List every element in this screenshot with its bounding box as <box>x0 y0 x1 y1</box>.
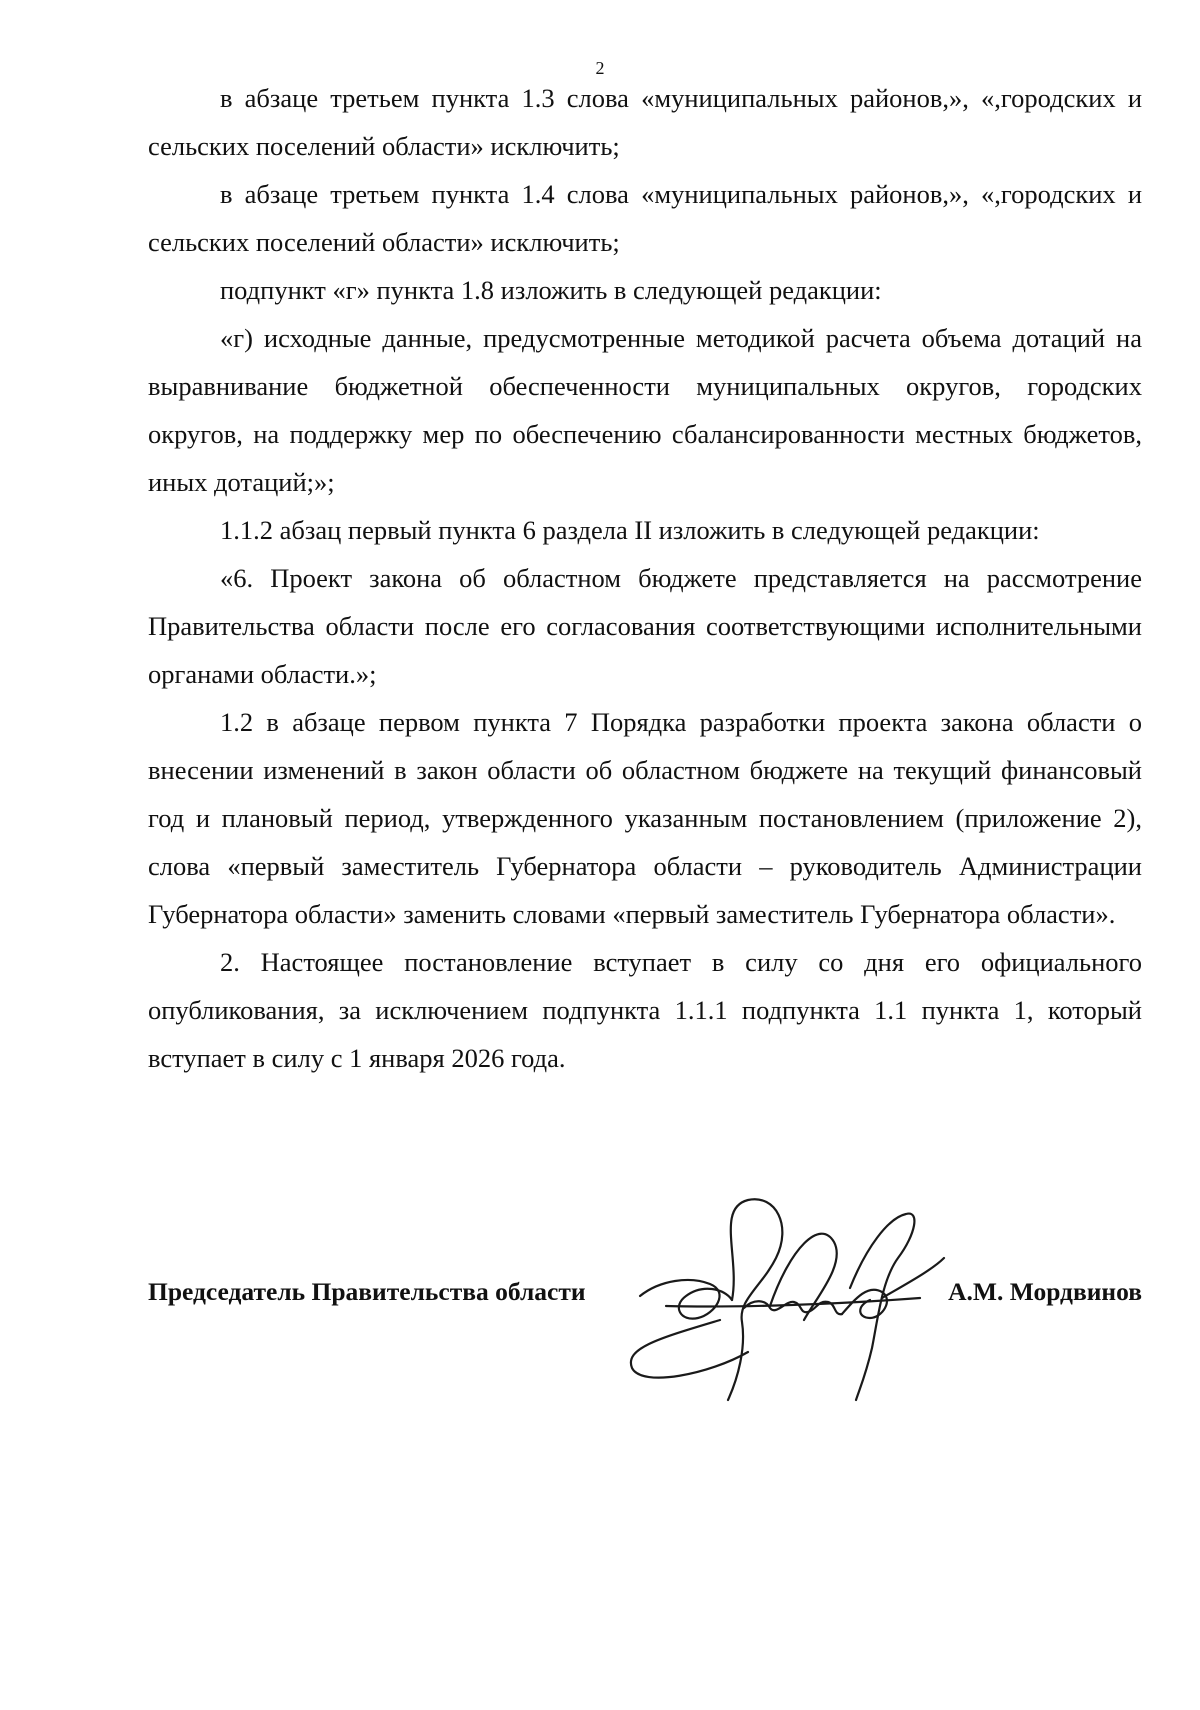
paragraph-5: 1.1.2 абзац первый пункта 6 раздела II изложить в следующей редакции: <box>220 515 1040 545</box>
handwritten-signature-icon <box>620 1188 950 1408</box>
paragraph-7: 1.2 в абзаце первом пункта 7 Порядка разработки проекта закона области о внесении изменений в закон области об областном бюджете на текущий финансовый год и плановый период, утвержденного указанным постановлением (приложение 2), слова «первый заместитель Губернатора области – руководитель Администрации Губернатора области» заменить словами «первый заместитель Губернатора области». <box>148 707 1142 929</box>
paragraph-1: в абзаце третьем пункта 1.3 слова «муниципальных районов,», «,городских и сельских поселений области» исключить; <box>148 83 1142 161</box>
signer-name: А.М. Мордвинов <box>948 1277 1142 1306</box>
paragraph-4: «г) исходные данные, предусмотренные методикой расчета объема дотаций на выравнивание бюджетной обеспеченности муниципальных округов, городских округов, на поддержку мер по обеспечению сбалансированности местных бюджетов, иных дотаций;»; <box>148 323 1142 497</box>
paragraph-2: в абзаце третьем пункта 1.4 слова «муниципальных районов,», «,городских и сельских поселений области» исключить; <box>148 179 1142 257</box>
page-number: 2 <box>595 58 605 78</box>
paragraph-6: «6. Проект закона об областном бюджете представляется на рассмотрение Правительства области после его согласования соответствующими исполнительными органами области.»; <box>148 563 1142 689</box>
paragraph-3: подпункт «г» пункта 1.8 изложить в следующей редакции: <box>220 275 882 305</box>
signer-position: Председатель Правительства области <box>148 1277 586 1306</box>
paragraph-8: 2. Настоящее постановление вступает в силу со дня его официального опубликования, за исключением подпункта 1.1.1 подпункта 1.1 пункта 1, который вступает в силу с 1 января 2026 года. <box>148 947 1142 1073</box>
document-body <box>148 74 1142 1082</box>
